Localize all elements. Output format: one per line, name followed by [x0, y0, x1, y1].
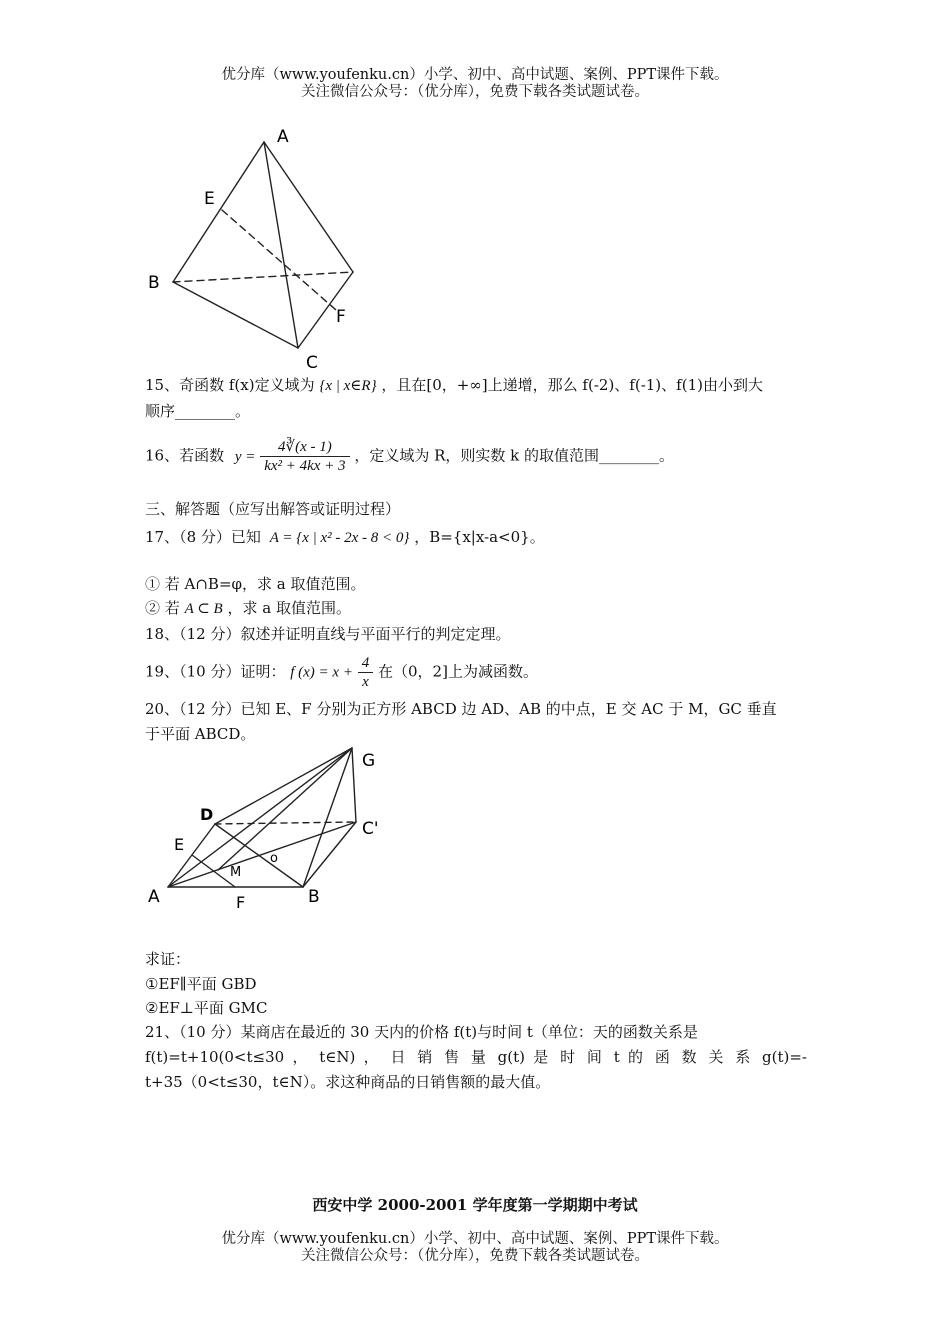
label-o: o: [270, 851, 278, 866]
q16-prefix: 16、若函数: [145, 446, 225, 465]
edge-gc: [352, 748, 356, 822]
q17-set-a: A = {x | x² - 2x - 8 < 0}: [269, 530, 410, 546]
label-b: B: [148, 273, 160, 293]
question-19: [145, 654, 538, 691]
label-a: A: [148, 887, 160, 907]
diagonal-ac: [168, 822, 356, 887]
pyramid-figure: [140, 740, 390, 915]
label-m: M: [230, 865, 242, 880]
question-17: [145, 527, 545, 548]
tetrahedron-figure: [140, 120, 380, 375]
q16-fraction: [260, 438, 349, 475]
edge-bd-hidden: [173, 272, 353, 282]
q16-suffix: ，定义域为 R，则实数 k 的取值范围________。: [354, 446, 675, 465]
q17-sub2-prefix: ② 若: [145, 599, 180, 617]
q20-line-2: 于平面 ABCD。: [145, 725, 256, 743]
q19-denominator: x: [362, 674, 369, 690]
edge-ad: [168, 824, 215, 887]
q19-suffix: 在（0，2]上为减函数。: [378, 662, 538, 681]
q17-sub-2: [145, 598, 351, 619]
edge-gd: [215, 748, 352, 824]
page-footer: [0, 1231, 950, 1265]
edge-ga: [168, 748, 352, 887]
label-c: C': [362, 819, 379, 839]
q19-numerator: 4: [358, 654, 374, 673]
header-line-1: 优分库（www.youfenku.cn）小学、初中、高中试题、案例、PPT课件下载。: [221, 67, 729, 83]
q17-prefix: 17、（8 分）已知: [145, 528, 261, 546]
section-3-title: 三、解答题（应写出解答或证明过程）: [145, 500, 401, 518]
q17-sub2-math: A ⊂ B: [184, 601, 223, 617]
header-line-2: 关注微信公众号：（优分库），免费下载各类试题试卷。: [301, 84, 649, 100]
q19-fx: f (x) = x +: [290, 664, 353, 681]
label-f: F: [336, 307, 346, 327]
edge-dc-hidden: [215, 822, 356, 824]
question-18: 18、（12 分）叙述并证明直线与平面平行的判定定理。: [145, 625, 511, 643]
proof-item-2: ②EF⊥平面 GMC: [145, 999, 268, 1017]
edge-gb: [303, 748, 352, 887]
q15-set: {x | x∈R}: [319, 378, 377, 394]
proof-item-1: ①EF∥平面 GBD: [145, 975, 257, 993]
q17-sub-1: ① 若 A∩B=φ，求 a 取值范围。: [145, 575, 366, 593]
edge-ac: [264, 142, 298, 348]
q16-y: y =: [234, 448, 256, 465]
label-e: E: [204, 189, 215, 209]
edge-ab: [173, 142, 264, 282]
q21-line-1: 21、（10 分）某商店在最近的 30 天内的价格 f(t)与时间 t（单位：天的函数关系是: [145, 1023, 698, 1041]
label-e: E: [174, 835, 185, 854]
page-header: [0, 67, 950, 101]
edge-ad: [264, 142, 353, 272]
label-b: B: [308, 887, 320, 907]
label-a: A: [277, 127, 289, 147]
label-g: G: [362, 751, 376, 771]
q15-prefix: 15、奇函数 f(x)定义域为: [145, 376, 315, 394]
footer-line-2: 关注微信公众号：（优分库），免费下载各类试题试卷。: [301, 1248, 649, 1264]
q16-numerator: 4∛(x - 1): [260, 438, 349, 457]
q15-suffix: ，且在[0，+∞]上递增，那么 f(-2)、f(-1)、f(1)由小到大: [381, 376, 763, 394]
label-c: C: [306, 353, 318, 373]
q20-line-1: 20、（12 分）已知 E、F 分别为正方形 ABCD 边 AD、AB 的中点，E 交 AC 于 M，GC 垂直: [145, 700, 777, 718]
question-15: [145, 375, 763, 396]
q21-line-2: f(t)=t+10(0<t≤30 ， t∈N) ， 日 销 售 量 g(t) 是 时 间 t 的 函 数 关 系 g(t)=-: [145, 1048, 807, 1066]
segment-ef-hidden: [222, 210, 336, 310]
q19-fraction: [358, 654, 374, 691]
q15-line-2: 顺序________。: [145, 402, 251, 420]
proof-title: 求证：: [145, 950, 191, 968]
label-d: D: [200, 805, 214, 824]
footer-line-1: 优分库（www.youfenku.cn）小学、初中、高中试题、案例、PPT课件下载。: [221, 1231, 729, 1247]
exam-title: 西安中学 2000-2001 学年度第一学期期中考试: [312, 1196, 638, 1214]
q16-denominator: kx² + 4kx + 3: [264, 458, 346, 474]
question-16: [145, 438, 674, 475]
q19-prefix: 19、（10 分）证明：: [145, 662, 286, 681]
q17-sub2-suffix: ，求 a 取值范围。: [227, 599, 351, 617]
edge-bc: [173, 282, 298, 348]
q21-line-3: t+35（0<t≤30，t∈N）。求这种商品的日销售额的最大值。: [145, 1073, 551, 1091]
label-f: F: [236, 893, 246, 912]
q17-suffix: ，B={x|x-a<0}。: [414, 528, 545, 546]
